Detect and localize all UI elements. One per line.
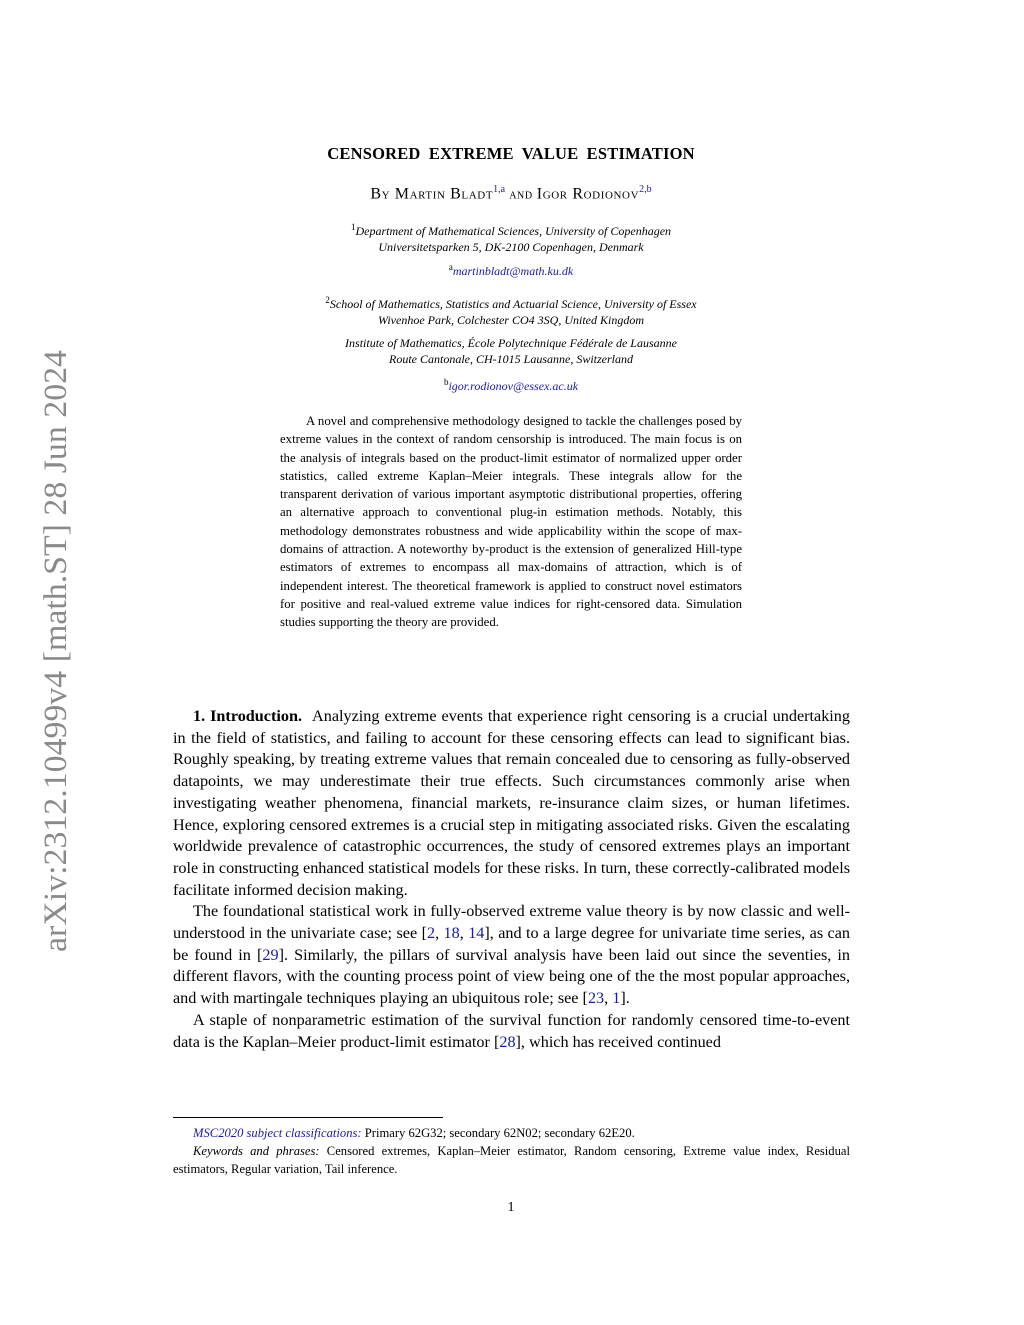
email-a-link[interactable]: martinbladt@math.ku.dk — [452, 264, 574, 278]
affiliation-2-line1: School of Mathematics, Statistics and Actuarial Science, University of Essex — [329, 297, 697, 311]
email-b — [0, 377, 1022, 394]
intro-paragraph-1 — [173, 706, 850, 901]
email-a-sup: a — [448, 262, 453, 272]
intro-p1-text: Analyzing extreme events that experience right censoring is a crucial undertaking in the field of statistics, and failing to account for these censoring effects can lead to significant bias. Roughly speaking, by treating extreme values that remain concealed due to censoring as fully-observed datapoints, we may underestimate their true effects. Such circumstances commonly arise when investigating weather phenomena, financial markets, re-insurance claim sizes, or human lifetimes. Hence, exploring censored extremes is a crucial step in mitigating associated risks. Given the escalating worldwide prevalence of catastrophic occurrences, the study of censored extremes plays an important role in constructing enhanced statistical models for these risks. In turn, these correctly-calibrated models facilitate informed decision making. — [173, 707, 850, 899]
arxiv-id-text: arXiv:2312.10499v4 [math.ST] 28 Jun 2024 — [38, 365, 74, 952]
affiliation-2-sup: 2 — [325, 295, 330, 305]
intro-paragraph-3: A staple of nonparametric estimation of the survival function for randomly censored time-to-event data is the Kaplan–Meier product-limit estimator [28], which has received continued — [173, 1010, 850, 1051]
affiliation-3 — [0, 335, 1022, 367]
abstract: A novel and comprehensive methodology designed to tackle the challenges posed by extreme values in the context of random censorship is introduced. The main focus is on the analysis of integrals based on the product-limit estimator of normalized upper order statistics, called extreme Kaplan–Meier integrals. These integrals allow for the transparent derivation of various important asymptotic distributional properties, offering an alternative approach to conventional plug-in estimation methods. Notably, this methodology demonstrates robustness and wide applicability within the scope of max-domains of attraction. A noteworthy by-product is the extension of generalized Hill-type estimators of extremes to encompass all max-domains of attraction, which is of independent interest. The theoretical framework is applied to construct novel estimators for positive and real-valued extreme value indices for right-censored data. Simulation studies supporting the theory are provided. — [280, 414, 742, 630]
citation-link[interactable]: 29 — [262, 945, 279, 964]
citation-link[interactable]: 14 — [468, 924, 485, 943]
paper-title: CENSORED EXTREME VALUE ESTIMATION — [327, 144, 695, 163]
author-1: Martin Bladt — [394, 185, 494, 203]
citation-link[interactable]: 28 — [499, 1032, 516, 1051]
and-label: and — [505, 187, 537, 203]
email-b-sup: b — [443, 377, 449, 387]
intro-paragraph-2: The foundational statistical work in fully-observed extreme value theory is by now classic and well-understood in the univariate case; see [2, 18, 14], and to a large degree for univariate time series, as can be found in [29]. Similarly, the pillars of survival analysis have been laid out since the seventies, in different flavors, with the counting process point of view being one of the the most popular approaches, and with martingale techniques playing an ubiquitous role; see [23, 1]. — [173, 902, 851, 1008]
citation-link[interactable]: 23 — [587, 989, 605, 1008]
msc-footnote: MSC2020 subject classifications: Primary 62G32; secondary 62N02; secondary 62E20. — [193, 1126, 635, 1140]
page-number: 1 — [507, 1200, 515, 1215]
affiliation-1-sup: 1 — [350, 222, 356, 232]
affiliation-1-line1: Department of Mathematical Sciences, University of Copenhagen — [355, 224, 672, 238]
affiliation-3-line2: Route Cantonale, CH-1015 Lausanne, Switzerland — [389, 352, 633, 366]
arxiv-stamp — [20, 340, 78, 960]
msc-link[interactable]: MSC2020 subject classifications: — [193, 1126, 362, 1140]
keywords-footnote: Keywords and phrases: Censored extremes, Kaplan–Meier estimator, Random censoring, Extreme value index, Residual estimators, Regular variation, Tail inference. — [173, 1144, 850, 1176]
affiliation-2 — [0, 292, 1022, 328]
affiliation-2-line2: Wivenhoe Park, Colchester CO4 3SQ, United Kingdom — [378, 313, 644, 327]
affiliation-3-line1: Institute of Mathematics, École Polytechnique Fédérale de Lausanne — [345, 336, 677, 350]
author-2: Igor Rodionov — [536, 185, 640, 203]
citation-link[interactable]: 1 — [612, 989, 621, 1008]
author-2-sup[interactable]: 2,b — [639, 184, 652, 195]
by-label: By — [370, 185, 395, 203]
footnote-rule — [173, 1117, 443, 1118]
affiliation-1 — [0, 219, 1022, 255]
citation-link[interactable]: 2 — [426, 924, 436, 943]
author-line — [0, 184, 1022, 203]
section-heading: 1. Introduction. — [193, 707, 303, 725]
email-b-link[interactable]: igor.rodionov@essex.ac.uk — [448, 379, 579, 393]
author-1-sup[interactable]: 1,a — [493, 184, 506, 195]
citation-link[interactable]: 18 — [443, 924, 460, 943]
footnotes — [173, 1124, 850, 1178]
keywords-label: Keywords and phrases: — [193, 1144, 320, 1158]
introduction-section — [173, 706, 850, 1053]
affiliation-1-line2: Universitetsparken 5, DK-2100 Copenhagen, Denmark — [378, 240, 644, 254]
email-a — [0, 262, 1022, 279]
